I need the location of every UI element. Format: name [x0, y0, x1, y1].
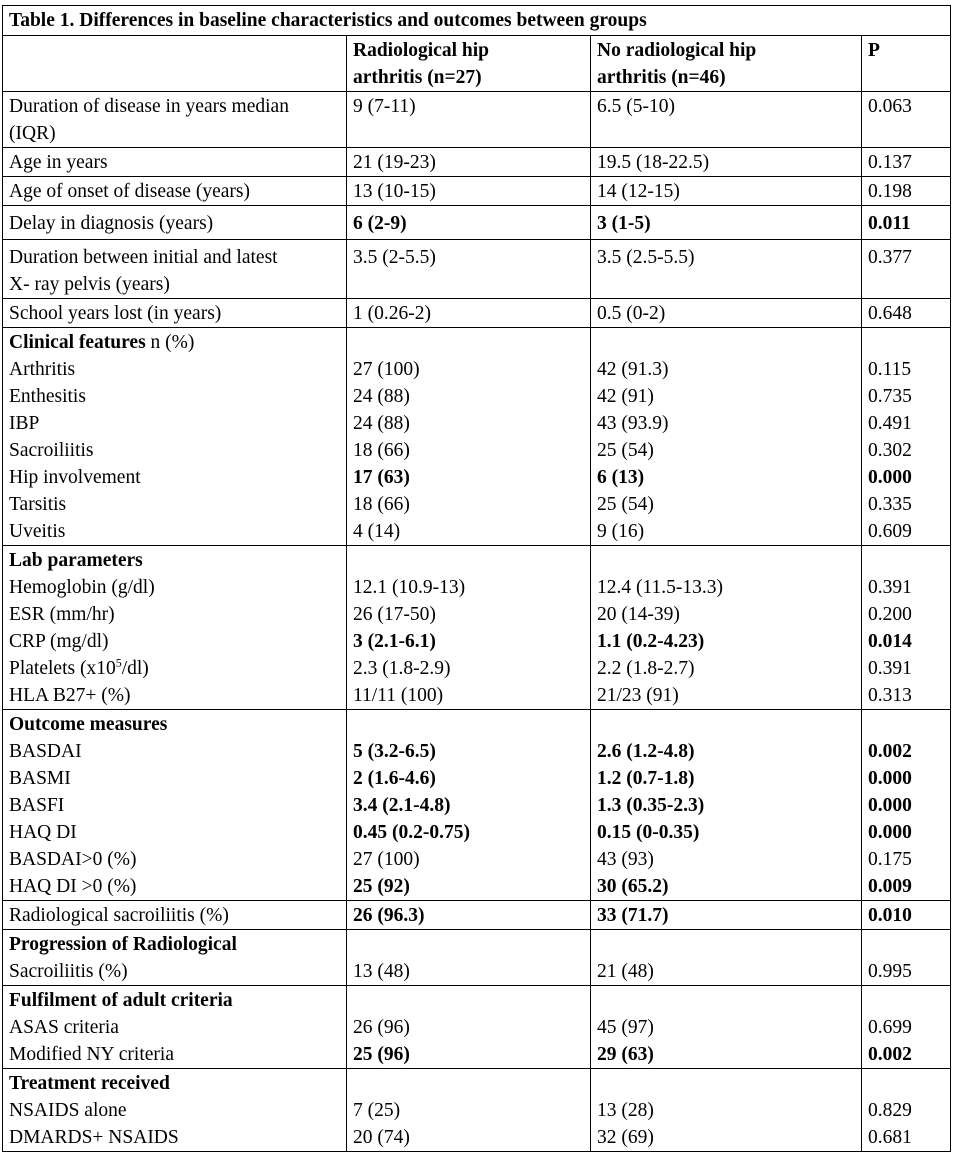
- section-clinical: [3, 328, 951, 546]
- section-group-1: 12.1 (10.9-13) 26 (17-50) 3 (2.1-6.1) 2.3 (1.8-2.9) 11/11 (100): [347, 546, 591, 710]
- list-item: ASAS criteria: [9, 1017, 119, 1038]
- row-group-2: 33 (71.7): [591, 901, 862, 930]
- row-group-2: 14 (12-15): [591, 177, 862, 206]
- row-p: 0.010: [862, 901, 951, 930]
- header-group-2-line2: arthritis (n=46): [597, 67, 726, 88]
- header-row: [3, 36, 951, 92]
- row-group-1: 6 (2-9): [347, 206, 591, 240]
- section-group-1: 27 (100) 24 (88) 24 (88) 18 (66) 17 (63) 18 (66) 4 (14): [347, 328, 591, 546]
- row-group-1: 3.5 (2-5.5): [347, 240, 591, 299]
- section-outcome: [3, 710, 951, 901]
- header-group-2-line1: No radiological hip: [597, 40, 757, 61]
- list-item: Modified NY criteria: [9, 1044, 174, 1065]
- section-heading: Progression of Radiological: [9, 934, 237, 955]
- table-row: [3, 299, 951, 328]
- section-p: 0.391 0.200 0.014 0.391 0.313: [862, 546, 951, 710]
- list-item: ESR (mm/hr): [9, 604, 115, 625]
- row-label: School years lost (in years): [3, 299, 347, 328]
- section-group-2: 45 (97) 29 (63): [591, 986, 862, 1069]
- row-group-2: 0.5 (0-2): [591, 299, 862, 328]
- list-item: Platelets $(x10^5/dl)$: [9, 655, 149, 679]
- section-group-2: 2.6 (1.2-4.8) 1.2 (0.7-1.8) 1.3 (0.35-2.3) 0.15 (0-0.35) 43 (93) 30 (65.2): [591, 710, 862, 901]
- table-row: [3, 240, 951, 299]
- list-item: Tarsitis: [9, 494, 67, 515]
- row-group-2: 3.5 (2.5-5.5): [591, 240, 862, 299]
- section-p: 0.115 0.735 0.491 0.302 0.000 0.335 0.609: [862, 328, 951, 546]
- list-item: Arthritis: [9, 359, 76, 380]
- section-group-1: 13 (48): [347, 930, 591, 986]
- list-item: BASMI: [9, 768, 71, 789]
- list-item: NSAIDS alone: [9, 1100, 127, 1121]
- table-row: [3, 92, 951, 148]
- list-item: BASDAI>0 (%): [9, 849, 137, 870]
- row-group-1: 21 (19-23): [347, 148, 591, 177]
- results-table: [2, 5, 951, 1152]
- header-group-1-line2: arthritis (n=27): [353, 67, 482, 88]
- section-progression: [3, 930, 951, 986]
- section-treatment: [3, 1069, 951, 1152]
- section-p: 0.699 0.002: [862, 986, 951, 1069]
- row-group-2: 19.5 (18-22.5): [591, 148, 862, 177]
- section-labels: [3, 710, 347, 901]
- section-labels: [3, 930, 347, 986]
- row-label: Duration of disease in years median (IQR): [3, 92, 347, 148]
- list-item: BASDAI: [9, 741, 82, 762]
- list-item: Uveitis: [9, 521, 66, 542]
- row-p: 0.648: [862, 299, 951, 328]
- list-item: IBP: [9, 413, 40, 434]
- section-group-2: 21 (48): [591, 930, 862, 986]
- table-row: [3, 901, 951, 930]
- header-p: P: [862, 36, 951, 92]
- header-empty: [3, 36, 347, 92]
- list-item: CRP (mg/dl): [9, 631, 109, 652]
- section-p: 0.829 0.681: [862, 1069, 951, 1152]
- section-p: 0.995: [862, 930, 951, 986]
- row-label: Age in years: [3, 148, 347, 177]
- section-labels: [3, 986, 347, 1069]
- header-group-1: [347, 36, 591, 92]
- list-item: DMARDS+ NSAIDS: [9, 1127, 179, 1148]
- section-labels: [3, 1069, 347, 1152]
- list-item: BASFI: [9, 795, 65, 816]
- row-group-2: 3 (1-5): [591, 206, 862, 240]
- table-title: Table 1. Differences in baseline characteristics and outcomes between groups: [3, 6, 951, 36]
- section-group-1: 7 (25) 20 (74): [347, 1069, 591, 1152]
- row-group-1: 26 (96.3): [347, 901, 591, 930]
- row-group-1: 1 (0.26-2): [347, 299, 591, 328]
- section-criteria: [3, 986, 951, 1069]
- section-heading: Treatment received: [9, 1073, 170, 1094]
- table-row: [3, 148, 951, 177]
- list-item: Sacroiliitis (%): [9, 961, 128, 982]
- section-labels: [3, 546, 347, 710]
- row-p: 0.198: [862, 177, 951, 206]
- row-group-1: 9 (7-11): [347, 92, 591, 148]
- title-row: [3, 6, 951, 36]
- section-lab: [3, 546, 951, 710]
- header-group-1-line1: Radiological hip: [353, 40, 489, 61]
- row-label: Age of onset of disease (years): [3, 177, 347, 206]
- row-label: Delay in diagnosis (years): [3, 206, 347, 240]
- list-item: HAQ DI: [9, 822, 77, 843]
- row-label: Duration between initial and latest X- ray pelvis (years): [3, 240, 347, 299]
- section-heading: Fulfilment of adult criteria: [9, 990, 233, 1011]
- list-item: Hemoglobin (g/dl): [9, 577, 155, 598]
- table-row: [3, 206, 951, 240]
- section-group-2: 13 (28) 32 (69): [591, 1069, 862, 1152]
- section-group-2: 12.4 (11.5-13.3) 20 (14-39) 1.1 (0.2-4.23) 2.2 (1.8-2.7) 21/23 (91): [591, 546, 862, 710]
- row-group-2: 6.5 (5-10): [591, 92, 862, 148]
- row-p: 0.011: [862, 206, 951, 240]
- row-label: Radiological sacroiliitis (%): [3, 901, 347, 930]
- row-p: 0.063: [862, 92, 951, 148]
- list-item: Hip involvement: [9, 467, 141, 488]
- section-p: 0.002 0.000 0.000 0.000 0.175 0.009: [862, 710, 951, 901]
- section-heading: Lab parameters: [9, 550, 143, 571]
- list-item: HAQ DI >0 (%): [9, 876, 137, 897]
- section-labels: Clinical features n (%) Arthritis Enthesitis IBP Sacroiliitis Hip involvement Tarsitis Uveitis: [3, 328, 347, 546]
- section-group-2: 42 (91.3) 42 (91) 43 (93.9) 25 (54) 6 (13) 25 (54) 9 (16): [591, 328, 862, 546]
- table-container: [2, 5, 951, 1152]
- section-group-1: 26 (96) 25 (96): [347, 986, 591, 1069]
- section-heading: Clinical features: [9, 332, 146, 353]
- list-item: Sacroiliitis: [9, 440, 94, 461]
- table-row: [3, 177, 951, 206]
- list-item: HLA B27+ (%): [9, 685, 131, 706]
- row-group-1: 13 (10-15): [347, 177, 591, 206]
- list-item: Enthesitis: [9, 386, 86, 407]
- section-heading: Outcome measures: [9, 714, 168, 735]
- row-p: 0.137: [862, 148, 951, 177]
- header-group-2: [591, 36, 862, 92]
- row-p: 0.377: [862, 240, 951, 299]
- section-group-1: 5 (3.2-6.5) 2 (1.6-4.6) 3.4 (2.1-4.8) 0.45 (0.2-0.75) 27 (100) 25 (92): [347, 710, 591, 901]
